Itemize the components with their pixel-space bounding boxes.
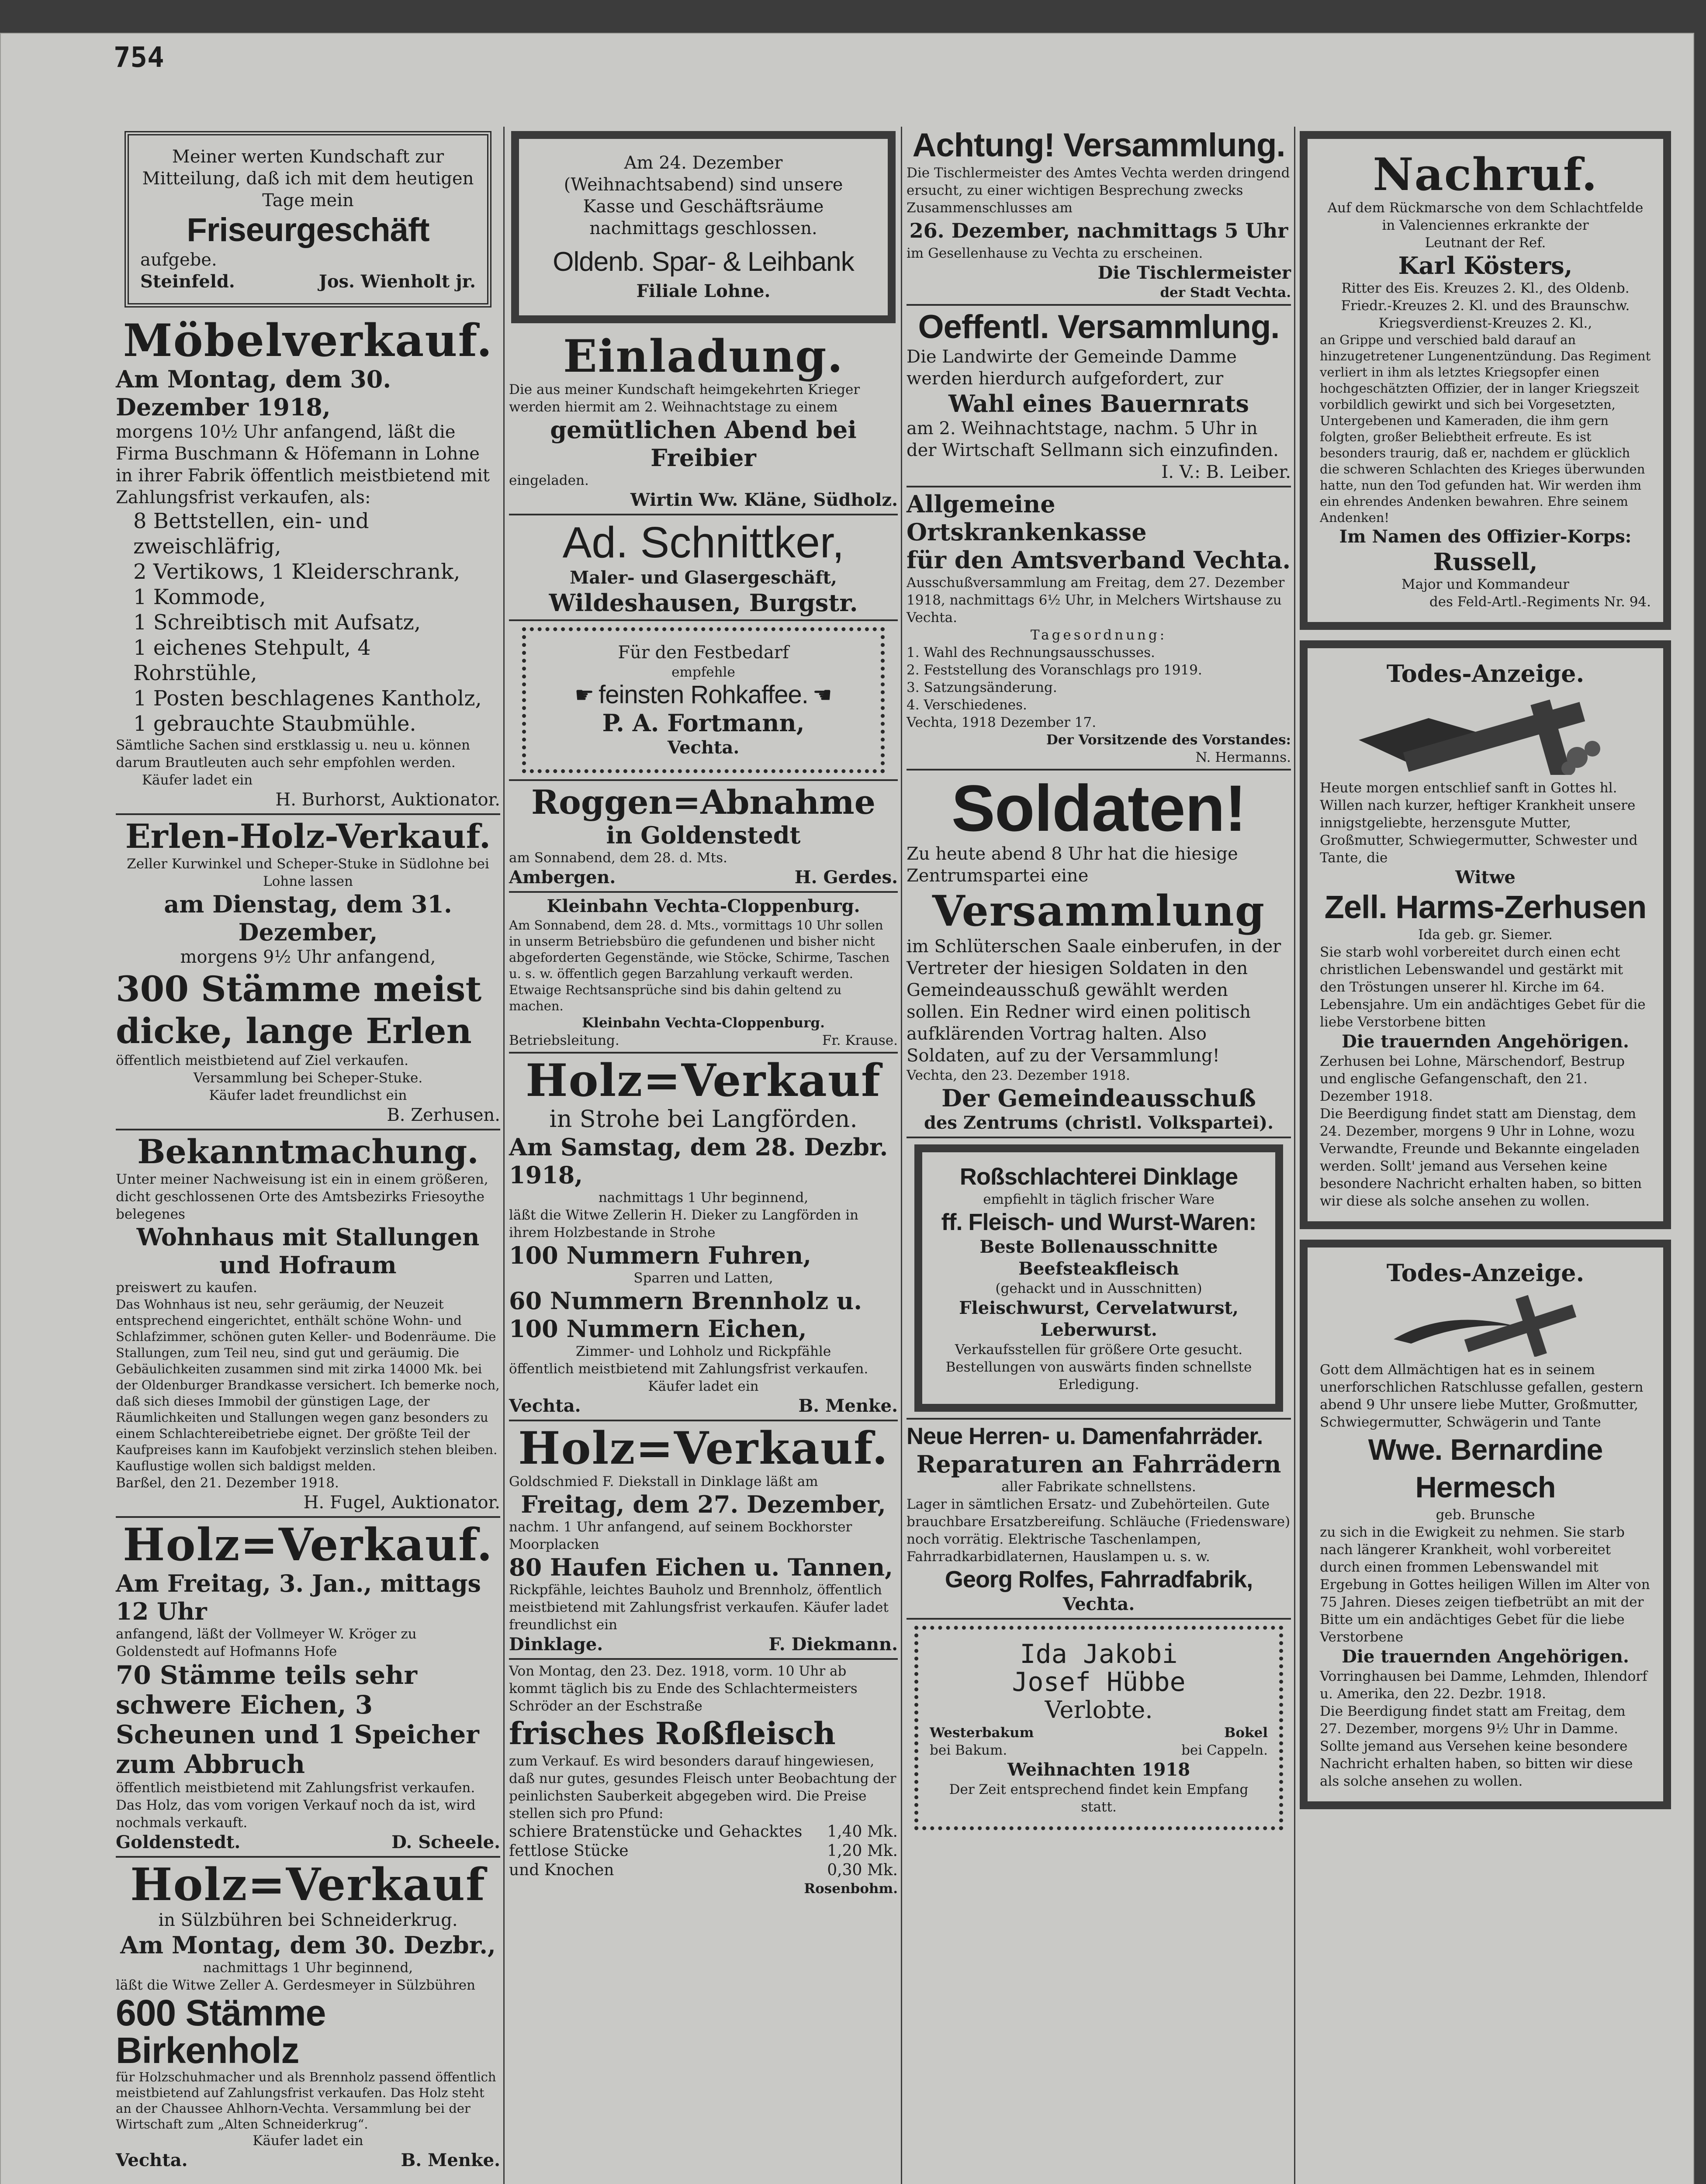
ad-title: Achtung! Versammlung. [912,127,1285,164]
ad-signer: Der Vorsitzende des Vorstandes: [1046,732,1291,748]
agenda-item: 3. Satzungsänderung. [907,680,1057,695]
ad-text: Am 24. Dezember (Weihnachtsabend) sind unsere Kasse und Geschäftsräume nachmittags geschlossen. [564,153,843,238]
ad-text: Witwe [1455,867,1516,888]
ad-text: anfangend, läßt der Vollmeyer W. Kröger zu Goldenstedt auf Hofmanns Hofe [116,1626,417,1659]
ad-text: Am Sonnabend, dem 28. d. Mts., vormittags 10 Uhr sollen in unserm Betriebsbüro die gefundenen und bisher nicht abgeforderten Gegenstände, wie Stöcke, Schirme, Taschen u. s. w. öffentlich gegen Barzahlung verkauft werden. Etwaige Rechtsansprüche sind bis dahin geltend zu machen. [509,918,890,1013]
ad-date: Weihnachten 1918 [1007,1759,1190,1780]
ad-place: Vechta, den 23. Dezember 1918. [907,1068,1130,1083]
ad-todesanzeige-harms [1300,640,1671,1229]
ad-place: Bokel [1224,1725,1268,1741]
ad-text: Käufer ladet freundlichst ein [209,1088,407,1103]
ad-erlen-holz [116,818,500,1126]
ad-headline: Versammlung [932,886,1265,936]
ad-date: am Sonnabend, dem 28. d. Mts. [509,850,727,866]
ad-text: Zimmer- und Lohholz und Rickpfähle [575,1344,831,1359]
ad-title: Ad. Schnittker, [562,518,844,567]
ad-text: Auf dem Rückmarsche von dem Schlachtfelde in Valenciennes erkrankte der [1327,200,1644,233]
ad-fahrraeder [907,1422,1291,1615]
ad-signer: der Stadt Vechta. [1160,285,1291,301]
ad-text: aufgebe. [140,250,217,270]
ad-title: Nachruf. [1373,149,1598,201]
ad-holz-verkauf-dinklage [509,1424,898,1655]
ad-text: für Holzschuhmacher und als Brennholz passend öffentlich meistbietend auf Zahlungsfrist verkaufen. Das Holz steht an der Chaussee Ahlhorn-Vechta. Versammlung bei der Wirtschaft zum „Alten Schneiderkrug“. [116,2070,496,2132]
ad-text: Die Landwirte der Gemeinde Damme werden hierdurch aufgefordert, zur [907,347,1237,389]
ad-signer: Wirtin Ww. Kläne, Südholz. [630,490,898,510]
ad-date: Am Montag, dem 30. Dezember 1918, [116,365,391,421]
ad-signer: Betriebsleitung. [509,1033,619,1048]
ad-text: aller Fabrikate schnellstens. [1001,1479,1196,1495]
price-value: 1,20 Mk. [827,1842,898,1860]
ad-title: Holz=Verkauf [130,1859,486,1911]
cross-with-wreath-icon [1350,692,1621,775]
ad-title: Roggen=Abnahme [531,783,876,822]
list-item: 1 eichenes Stehpult, 4 Rohrstühle, [133,636,371,685]
ad-text: öffentlich meistbietend mit Zahlungsfrist verkaufen. Das Holz, das vom vorigen Verkauf noch da ist, wird nochmals verkauft. [116,1780,476,1831]
ad-text: Gott dem Allmächtigen hat es in seinem unerforschlichen Ratschlusse gefallen, gestern abend 9 Uhr unsere liebe Mutter, Großmutter, Schwiegermutter, Schwägerin und Tante [1320,1362,1644,1430]
column-rule [503,127,505,2184]
ad-text: zum Verkauf. Es wird besonders darauf hingewiesen, daß nur gutes, gesundes Fleisch unter Beobachtung der peinlichsten Sauberkeit abgegeben wird. Die Preise stellen sich pro Pfund: [509,1753,896,1821]
ad-text: Die Beerdigung findet statt am Freitag, dem 27. Dezember, morgens 9½ Uhr in Damme. Sollte jemand aus Versehen keine besondere Nachricht erhalten haben, so bitten wir diese als solche ansehen zu wollen. [1320,1704,1633,1789]
ad-moebelverkauf [116,316,500,811]
ad-einladung [509,332,898,511]
ad-signer: Russell, [1433,548,1538,576]
ad-text: Sämtliche Sachen sind erstklassig u. neu u. können darum Brautleuten auch sehr empfohlen werden. [116,737,470,771]
ad-achtung-versammlung [907,127,1291,301]
ad-text: öffentlich meistbietend auf Ziel verkaufen. [116,1053,408,1068]
ad-place: bei Cappeln. [1181,1742,1268,1758]
ad-time: nachmittags 1 Uhr beginnend, [598,1190,809,1206]
ad-signer: B. Menke. [798,1396,898,1416]
ad-body: im Schlüterschen Saale einberufen, in der Vertreter der hiesigen Soldaten in den Gemeindeausschuß gewählt werden sollen. Ein Redner wird einen politisch aufklärenden Vortrag halten. Also Soldaten, auf zu der Versammlung! [907,936,1281,1066]
pointing-hand-icon: ☛ [574,682,595,708]
ad-text: Die trauernden Angehörigen. [1342,1031,1629,1052]
ad-text: Rickpfähle, leichtes Bauholz und Brennholz, öffentlich meistbietend mit Zahlungsfrist verkaufen. Käufer ladet freundlichst ein [509,1582,889,1633]
ad-place: bei Bakum. [930,1742,1007,1758]
ad-signer: H. Burhorst, Auktionator. [275,790,500,810]
ad-signer: D. Scheele. [391,1832,500,1852]
ad-text: am 2. Weihnachtstage, nachm. 5 Uhr in der Wirtschaft Sellmann sich einzufinden. [907,418,1279,460]
ad-title: Holz=Verkauf. [518,1422,889,1475]
ad-text: Verkaufsstellen für größere Orte gesucht. [955,1342,1243,1358]
ad-signer: H. Fugel, Auktionator. [303,1493,500,1513]
ad-text: Der Zeit entsprechend findet kein Empfang statt. [949,1782,1249,1815]
ad-name: Karl Kösters, [1398,252,1573,280]
ad-title: Kleinbahn Vechta-Cloppenburg. [547,896,860,916]
ad-text: Beefsteakfleisch [1018,1258,1179,1279]
ad-kleinbahn [509,895,898,1049]
ad-headline: Reparaturen an Fahrrädern [916,1450,1281,1478]
ad-item: 100 Nummern Fuhren, [509,1241,812,1269]
ad-time: morgens 9½ Uhr anfangend, [180,947,436,967]
ad-text: Maler- und Glasergeschäft, [570,567,837,588]
ad-signer: Jos. Wienholt jr. [318,271,476,292]
ad-title: Friseurgeschäft [187,211,429,249]
ad-title: Möbelverkauf. [123,314,493,367]
ad-place: Vechta. [1062,1594,1135,1614]
ad-friseur [125,131,491,308]
cross-with-palm-icon [1385,1291,1586,1357]
ad-name: Josef Hübbe [1012,1667,1186,1697]
ad-spar-leihbank [511,131,896,323]
list-item: 8 Bettstellen, ein- und zweischläfrig, [133,509,369,559]
ad-place: Barßel, den 21. Dezember 1918. [116,1475,339,1491]
ad-signer: Der Gemeindeausschuß [941,1084,1256,1112]
column-2 [509,127,898,1897]
ad-date: am Dienstag, dem 31. Dezember, [164,890,452,946]
ad-text: Beste Bollenausschnitte [979,1237,1218,1257]
ad-text: eingeladen. [509,473,589,488]
ad-text: Wildeshausen, Burgstr. [549,589,858,617]
ad-body: Sie starb wohl vorbereitet durch einen echt christlichen Lebenswandel und gestärkt mit den Tröstungen unserer hl. Kirche im 64. Lebensjahre. Um ein andächtiges Gebet für die liebe Verstorbene bitten [1320,944,1646,1030]
ad-text: preiswert zu kaufen. [116,1280,257,1296]
ad-text: läßt die Witwe Zeller A. Gerdesmeyer in Sülzbühren [116,1977,476,1993]
ad-date: 26. Dezember, nachmittags 5 Uhr [909,219,1288,242]
ad-text: Die Tischlermeister des Amtes Vechta werden dringend ersucht, zu einer wichtigen Besprechung zwecks Zusammenschlusses am [907,165,1290,216]
ad-text: Bestellungen von auswärts finden schnellste Erledigung. [945,1359,1252,1393]
ad-text: Ausschußversammlung am Freitag, dem 27. Dezember 1918, nachmittags 6½ Uhr, in Melchers Wirtshause zu Vechta. [907,575,1285,625]
ad-headline: frisches Roßfleisch [509,1715,836,1752]
ad-signer: Rosenbohm. [804,1881,898,1897]
ad-title: Holz=Verkauf [526,1054,881,1107]
ad-headline: feinsten Rohkaffee. [599,681,808,709]
ad-name: Wwe. Bernardine Hermesch [1368,1433,1603,1504]
ad-text: Sparren und Latten, [633,1270,773,1286]
ad-location: in Goldenstedt [606,821,801,849]
ad-signer: Kleinbahn Vechta-Cloppenburg. [582,1015,825,1031]
ad-item: 100 Nummern Eichen, [509,1315,807,1343]
ad-text: Die Beerdigung findet statt am Dienstag, dem 24. Dezember, morgens 9 Uhr in Lohne, wozu Verwandte, Freunde und Bekannte eingeladen werden. Sollt' jemand aus Versehen keine besondere Nachricht erhalten haben, so bitten wir diese als solche ansehen zu wollen. [1320,1106,1642,1209]
ad-title: Neue Herren- u. Damenfahrräder. [907,1423,1263,1449]
ad-title: für den Amtsverband Vechta. [907,546,1291,574]
list-item: 1 Schreibtisch mit Aufsatz, [133,610,421,635]
ad-body: Lager in sämtlichen Ersatz- und Zubehörteilen. Gute brauchbare Ersatzbereifung. Schläuche (Friedensware) noch vorrätig. Elektrische Taschenlampen, Fahrradkarbidlaternen, Hauslampen u. s. w. [907,1496,1291,1565]
ad-signer: Fr. Krause. [822,1033,898,1048]
ad-text: Major und Kommandeur [1401,577,1569,592]
ad-text: Heute morgen entschlief sanft in Gottes hl. Willen nach kurzer, heftiger Krankheit unsere innigstgeliebte, herzensgute Mutter, Großmutter, Schwiegermutter, Schwester und Tante, die [1320,780,1638,866]
ad-signer: B. Zerhusen. [387,1105,500,1125]
ad-place: Westerbakum [930,1725,1034,1741]
ad-place: Zerhusen bei Lohne, Märschendorf, Bestrup und englische Gefangenschaft, den 21. Dezember 1918. [1320,1054,1625,1104]
pointing-hand-icon: ☚ [812,682,832,708]
ad-place: Goldenstedt. [116,1832,241,1852]
ad-holz-verkauf-strohe [509,1056,898,1417]
ad-item: 60 Nummern Brennholz u. [509,1287,862,1315]
ad-text: Unter meiner Nachweisung ist ein in einem größeren, dicht geschlossenen Orte des Amtsbezirks Friesoythe belegenes [116,1171,488,1222]
column-rule [901,127,902,2184]
list-item: 2 Vertikows, 1 Kleiderschrank, [133,560,460,584]
ad-text: P. A. Fortmann, [602,709,805,737]
ad-text: öffentlich meistbietend mit Zahlungsfrist verkaufen. [509,1361,869,1377]
ad-title: Oeffentl. Versammlung. [918,308,1280,346]
ad-headline: 70 Stämme teils sehr schwere Eichen, 3 Scheunen und 1 Speicher zum Abbruch [116,1660,479,1779]
ad-text: Meiner werten Kundschaft zur Mitteilung, daß ich mit dem heutigen Tage mein [142,147,474,211]
ad-agenda-title: Tagesordnung: [1030,627,1167,643]
column-3 [907,127,1291,1836]
ad-signer: Georg Rolfes, Fahrradfabrik, [945,1566,1253,1593]
ad-text: Käufer ladet ein [142,772,253,788]
list-item: 1 Kommode, [133,585,266,609]
ad-body: Das Wohnhaus ist neu, sehr geräumig, der Neuzeit entsprechend eingerichtet, enthält schöne Wohn- und Schlafzimmer, schönen guten Keller- und Bodenräume. Die Stallungen, zum Teil neu, sind gut und geräumig. Die Gebäulichkeiten zusammen sind mit zirka 14000 Mk. bei der Oldenburger Brandkasse versichert. Ich bemerke noch, daß sich dieses Immobil der günstigen Lage, der Räumlichkeiten und Stallungen wegen ganz besonders zu einem Schlachtereibetriebe eignet. Der größte Teil der Kaufpreises kann im Kaufobjekt verzinslich stehen bleiben. Kauflustige wollen sich baldigst melden. [116,1297,500,1473]
ad-place: Vechta. [509,1396,581,1416]
ad-todesanzeige-hermesch [1300,1240,1671,1809]
ad-text: läßt die Witwe Zellerin H. Dieker zu Langförden in ihrem Holzbestande in Strohe [509,1207,858,1241]
ad-roggen-abnahme [509,784,898,888]
ad-oeffentl-versammlung [907,308,1291,483]
price-value: 0,30 Mk. [827,1861,898,1879]
ad-title: Holz=Verkauf. [123,1519,493,1571]
ad-name: Ida Jakobi [1020,1639,1178,1669]
ad-title: Todes-Anzeige. [1386,660,1585,688]
ad-ortskrankenkasse [907,490,1291,766]
ad-location: in Sülzbühren bei Schneiderkrug. [158,1910,458,1930]
ad-title: Todes-Anzeige. [1386,1259,1585,1287]
ad-text: Für den Festbedarf [618,643,789,663]
price-item: fettlose Stücke [509,1842,629,1860]
ad-text: Von Montag, den 23. Dez. 1918, vorm. 10 Uhr ab kommt täglich bis zu Ende des Schlachtermeisters Schröder an der Eschstraße [509,1663,858,1714]
ad-signer: H. Gerdes. [794,867,898,888]
column-4 [1300,127,1671,1809]
ad-bekanntmachung [116,1133,500,1514]
ad-text: Käufer ladet ein [253,2133,363,2149]
agenda-item: 4. Verschiedenes. [907,697,1027,713]
ad-text: morgens 10½ Uhr anfangend, läßt die Firma Buschmann & Höfemann in Lohne in ihrer Fabrik öffentlich meistbietend mit Zahlungsfrist verkaufen, als: [116,422,490,508]
ad-text: Vechta. [667,737,740,758]
ad-headline: gemütlichen Abend bei Freibier [550,416,857,472]
agenda-item: 1. Wahl des Rechnungsausschusses. [907,645,1155,660]
ad-date: Am Montag, dem 30. Dezbr., [120,1931,496,1959]
ad-text: Zu heute abend 8 Uhr hat die hiesige Zentrumspartei eine [907,844,1238,886]
ad-text: Goldschmied F. Diekstall in Dinklage läßt am [509,1474,818,1489]
ad-text: Ida geb. gr. Siemer. [1418,927,1553,943]
ad-text: Versammlung bei Scheper-Stuke. [193,1070,423,1086]
ad-text: Ritter des Eis. Kreuzes 2. Kl., des Oldenb. Friedr.-Kreuzes 2. Kl. und des Braunschw. Kriegsverdienst-Kreuzes 2. Kl., [1341,280,1630,331]
ad-headline: ff. Fleisch- und Wurst-Waren: [941,1209,1256,1235]
ad-text: Leutnant der Ref. [1425,235,1546,251]
ad-fortmann [522,627,885,773]
ad-headline: Wahl eines Bauernrats [948,390,1249,418]
ad-rossschlachterei [914,1144,1283,1412]
ad-time: nachmittags 1 Uhr beginnend, [203,1960,413,1976]
ad-location: in Strohe bei Langförden. [549,1105,858,1133]
ad-place: Vechta, 1918 Dezember 17. [907,715,1097,730]
ad-soldaten [907,773,1291,1134]
ad-signer: N. Hermanns. [1195,750,1291,765]
ad-holz-verkauf-suelzbuehren [116,1860,500,2171]
ad-nachruf [1300,131,1671,630]
ad-schnittker [509,518,898,617]
ad-text: Verlobte. [1045,1696,1153,1724]
ad-text: Im Namen des Offizier-Korps: [1339,526,1632,547]
ad-text: geb. Brunsche [1436,1507,1535,1523]
ad-signer: Die Tischlermeister [1097,263,1291,283]
ad-text: des Feld-Artl.-Regiments Nr. 94. [1429,594,1651,610]
ad-time: nachm. 1 Uhr anfangend, auf seinem Bockhorster Moorplacken [509,1519,852,1552]
price-item: schiere Bratenstücke und Gehacktes [509,1823,803,1841]
ad-text: Käufer ladet ein [648,1379,759,1394]
ad-title: Roßschlachterei Dinklage [959,1164,1238,1190]
ad-place: Steinfeld. [140,271,235,292]
ad-place: Dinklage. [509,1634,603,1655]
ad-rossfleisch [509,1662,898,1897]
ad-title: Allgemeine Ortskrankenkasse [907,490,1147,546]
ad-name: Zell. Harms-Zerhusen [1324,889,1647,925]
page-number: 754 [114,41,164,74]
ad-title: Bekanntmachung. [137,1132,479,1171]
price-item: und Knochen [509,1861,614,1879]
ad-holz-verkauf-kroeger [116,1521,500,1853]
ad-text: Die trauernden Angehörigen. [1342,1646,1629,1667]
ad-text: (gehackt und in Ausschnitten) [995,1281,1202,1296]
ad-headline: 80 Haufen Eichen u. Tannen, [509,1553,893,1581]
ad-text: Fleischwurst, Cervelatwurst, Leberwurst. [959,1298,1239,1340]
ad-title: Soldaten! [951,771,1246,845]
ad-place: Ambergen. [509,867,616,888]
ad-text: Die aus meiner Kundschaft heimgekehrten Krieger werden hiermit am 2. Weihnachtstage zu einem [509,382,860,415]
ad-title: Erlen-Holz-Verkauf. [125,817,491,856]
ad-text: Filiale Lohne. [636,281,771,301]
price-value: 1,40 Mk. [827,1823,898,1841]
column-rule [1294,127,1295,2184]
ad-headline: 300 Stämme meist dicke, lange Erlen [116,968,482,1051]
ad-body: an Grippe und verschied bald darauf an hinzugetretener Lungenentzündung. Das Regiment verliert in ihm als letztes Kriegsopfer einen hochgeschätzten Offizier, der in langer Kriegszeit vorbildlich gewirkt und sich bei Vorgesetzten, Untergebenen und Kameraden, die ihm gern folgten, großer Beliebtheit erfreute. Es ist besonders traurig, daß er, nachdem er glücklich die schweren Schlachten des Krieges überwunden hatte, nun den Tod gefunden hat. Wir werden ihm ein ehrendes Andenken bewahren. Ehre seinem Andenken! [1320,332,1651,525]
ad-body: zu sich in die Ewigkeit zu nehmen. Sie starb nach längerer Krankheit, wohl vorbereitet durch einen frommen Lebenswandel mit Ergebung in Gottes heiligen Willen im Alter von 75 Jahren. Dieses zeigen tiefbetrübt an mit der Bitte um ein andächtiges Gebet für die liebe Verstorbene [1320,1524,1650,1645]
agenda-item: 2. Feststellung des Voranschlags pro 1919. [907,662,1202,678]
ad-text: empfehle [671,664,735,680]
ad-date: Freitag, dem 27. Dezember, [521,1490,886,1518]
ad-date: Am Samstag, dem 28. Dezbr. 1918, [509,1133,888,1189]
ad-signer: B. Menke. [401,2150,500,2170]
ad-text: empfiehlt in täglich frischer Ware [983,1192,1215,1207]
ad-headline: Oldenb. Spar- & Leihbank [553,247,854,277]
ad-date: Am Freitag, 3. Jan., mittags 12 Uhr [116,1569,481,1625]
ad-signer: F. Diekmann. [768,1634,898,1655]
ad-signer: des Zentrums (christl. Volkspartei). [924,1113,1274,1133]
ad-headline: Wohnhaus mit Stallungen und Hofraum [136,1223,480,1279]
list-item: 1 gebrauchte Staubmühle. [133,712,416,736]
ad-place: Vechta. [116,2150,188,2170]
ad-text: im Gesellenhause zu Vechta zu erscheinen. [907,245,1203,261]
ad-headline: 600 Stämme Birkenholz [116,1992,326,2071]
ad-signer: I. V.: B. Leiber. [1161,462,1291,482]
ad-title: Einladung. [563,330,844,383]
ad-verlobung [914,1626,1283,1830]
ad-place: Vorringhausen bei Damme, Lehmden, Ihlendorf u. Amerika, den 22. Dezbr. 1918. [1320,1669,1647,1702]
ad-text: Zeller Kurwinkel und Scheper-Stuke in Südlohne bei Lohne lassen [127,856,489,889]
column-1 [116,127,500,2171]
list-item: 1 Posten beschlagenes Kantholz, [133,686,482,711]
